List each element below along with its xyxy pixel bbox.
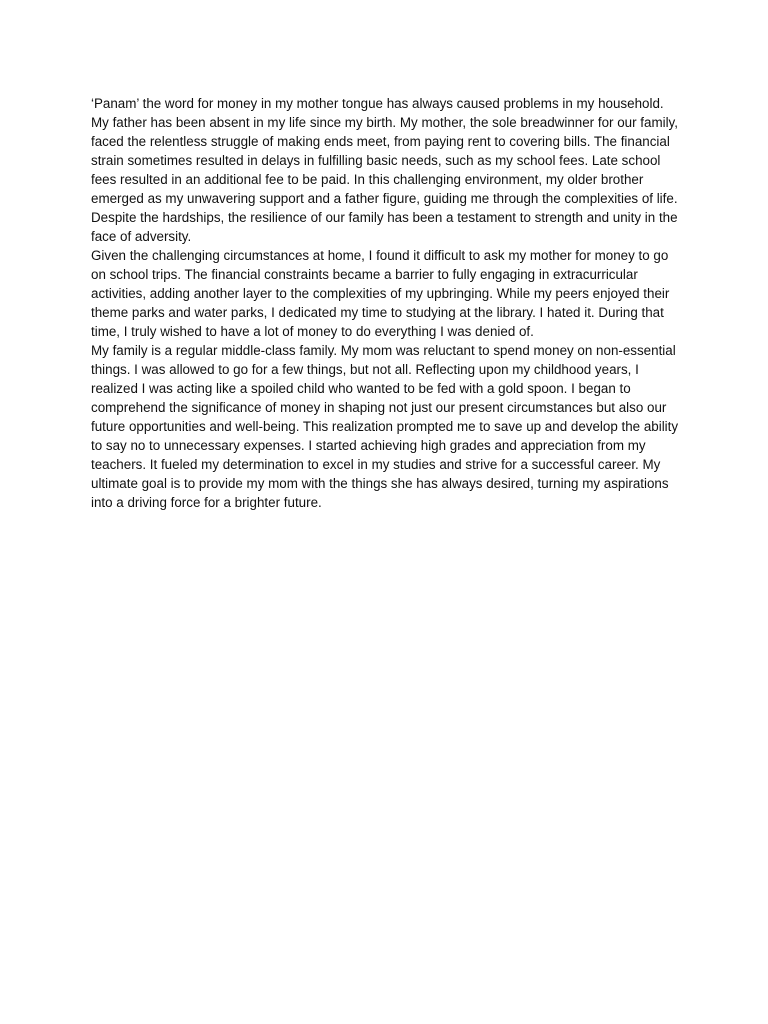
paragraph-2: Given the challenging circumstances at home, I found it difficult to ask my mother for money to go on school trips. The financial constraints became a barrier to fully engaging in extracurricular activities, adding another layer to the complexities of my upbringing. While my peers enjoyed their theme parks and water parks, I dedicated my time to studying at the library. I hated it. During that time, I truly wished to have a lot of money to do everything I was denied of. (91, 248, 670, 339)
paragraph-1: ‘Panam’ the word for money in my mother tongue has always caused problems in my household. My father has been absent in my life since my birth. My mother, the sole breadwinner for our family, faced the relentless struggle of making ends meet, from paying rent to covering bills. The financial strain sometimes resulted in delays in fulfilling basic needs, such as my school fees. Late school fees resulted in an additional fee to be paid. In this challenging environment, my older brother emerged as my unwavering support and a father figure, guiding me through the complexities of life. Despite the hardships, the resilience of our family has been a testament to strength and unity in the face of adversity. (91, 96, 678, 244)
paragraph-3: My family is a regular middle-class family. My mom was reluctant to spend money on non-essential things. I was allowed to go for a few things, but not all. Reflecting upon my childhood years, I realized I was acting like a spoiled child who wanted to be fed with a gold spoon. I began to comprehend the significance of money in shaping not just our present circumstances but also our future opportunities and well-being. This realization prompted me to save up and develop the ability to say no to unnecessary expenses. I started achieving high grades and appreciation from my teachers. It fueled my determination to excel in my studies and strive for a successful career. My ultimate goal is to provide my mom with the things she has always desired, turning my aspirations into a driving force for a brighter future. (91, 343, 679, 510)
document-body (91, 94, 683, 512)
